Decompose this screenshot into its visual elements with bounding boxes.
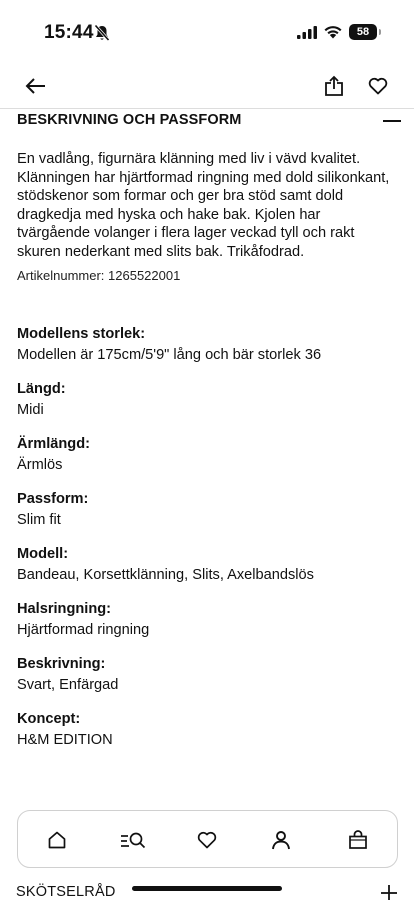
spec-value: Midi xyxy=(17,402,44,418)
battery-indicator xyxy=(349,24,377,40)
favorite-button[interactable] xyxy=(364,72,392,100)
spec-neckline xyxy=(17,599,401,640)
search-icon xyxy=(120,830,146,850)
share-icon xyxy=(324,75,344,97)
tab-favorites[interactable] xyxy=(195,828,219,852)
arrow-left-icon xyxy=(25,77,47,95)
spec-description xyxy=(17,654,401,695)
tab-bag[interactable] xyxy=(346,828,370,852)
spec-label: Modellens storlek: xyxy=(17,326,146,342)
article-number: Artikelnummer: 1265522001 xyxy=(17,268,181,283)
back-button[interactable] xyxy=(22,72,50,100)
description-section-header[interactable] xyxy=(17,112,401,132)
spec-label: Längd: xyxy=(17,381,66,397)
spec-value: Svart, Enfärgad xyxy=(17,677,119,693)
cellular-signal-icon xyxy=(297,26,317,39)
spec-value: Modellen är 175cm/5'9" lång och bär storlek 36 xyxy=(17,347,322,363)
product-description: En vadlång, figurnära klänning med liv i vävd kvalitet. Klänningen har hjärtformad ringning med dold silikonkant, stödskenor som formar och ger bra stöd samt dold dragkedja med hyska och hake bak. Kjolen har tvärgående volanger i flera lager veckad tyll och rakt skuren nederkant med slits bak. Trikåfodrad. xyxy=(17,151,390,260)
status-time: 15:44 xyxy=(44,22,94,43)
spec-concept xyxy=(17,709,401,750)
heart-icon xyxy=(368,77,388,95)
account-icon xyxy=(271,830,291,850)
spec-length xyxy=(17,379,401,420)
care-section-header[interactable] xyxy=(0,872,414,900)
nav-bar xyxy=(0,62,414,108)
spec-label: Koncept: xyxy=(17,711,81,727)
plus-icon[interactable] xyxy=(380,884,398,900)
spec-model-size xyxy=(17,324,401,365)
spec-label: Modell: xyxy=(17,546,69,562)
tab-search[interactable] xyxy=(119,828,147,852)
tab-home[interactable] xyxy=(45,828,69,852)
bell-muted-icon xyxy=(94,24,110,42)
spec-label: Ärmlängd: xyxy=(17,436,90,452)
home-indicator xyxy=(132,886,282,891)
heart-icon xyxy=(197,831,217,849)
minus-icon[interactable] xyxy=(383,120,401,122)
spec-value: Hjärtformad ringning xyxy=(17,622,150,638)
spec-fit xyxy=(17,489,401,530)
battery-level: 58 xyxy=(356,26,370,38)
spec-sleeve-length xyxy=(17,434,401,475)
bottom-tab-bar xyxy=(17,810,398,868)
spec-label: Beskrivning: xyxy=(17,656,106,672)
share-button[interactable] xyxy=(320,72,348,100)
bag-icon xyxy=(348,830,368,850)
header-divider xyxy=(0,108,414,109)
spec-value: Slim fit xyxy=(17,512,61,528)
spec-label: Passform: xyxy=(17,491,89,507)
spec-value: Ärmlös xyxy=(17,457,63,473)
status-bar xyxy=(0,0,414,60)
tab-account[interactable] xyxy=(269,828,293,852)
home-icon xyxy=(47,830,67,850)
spec-label: Halsringning: xyxy=(17,601,112,617)
spec-model xyxy=(17,544,401,585)
care-title: SKÖTSELRÅD xyxy=(16,884,116,900)
wifi-icon xyxy=(323,24,343,39)
spec-value: H&M EDITION xyxy=(17,732,113,748)
spec-value: Bandeau, Korsettklänning, Slits, Axelbandslös xyxy=(17,567,314,583)
section-title: BESKRIVNING OCH PASSFORM xyxy=(17,112,242,128)
